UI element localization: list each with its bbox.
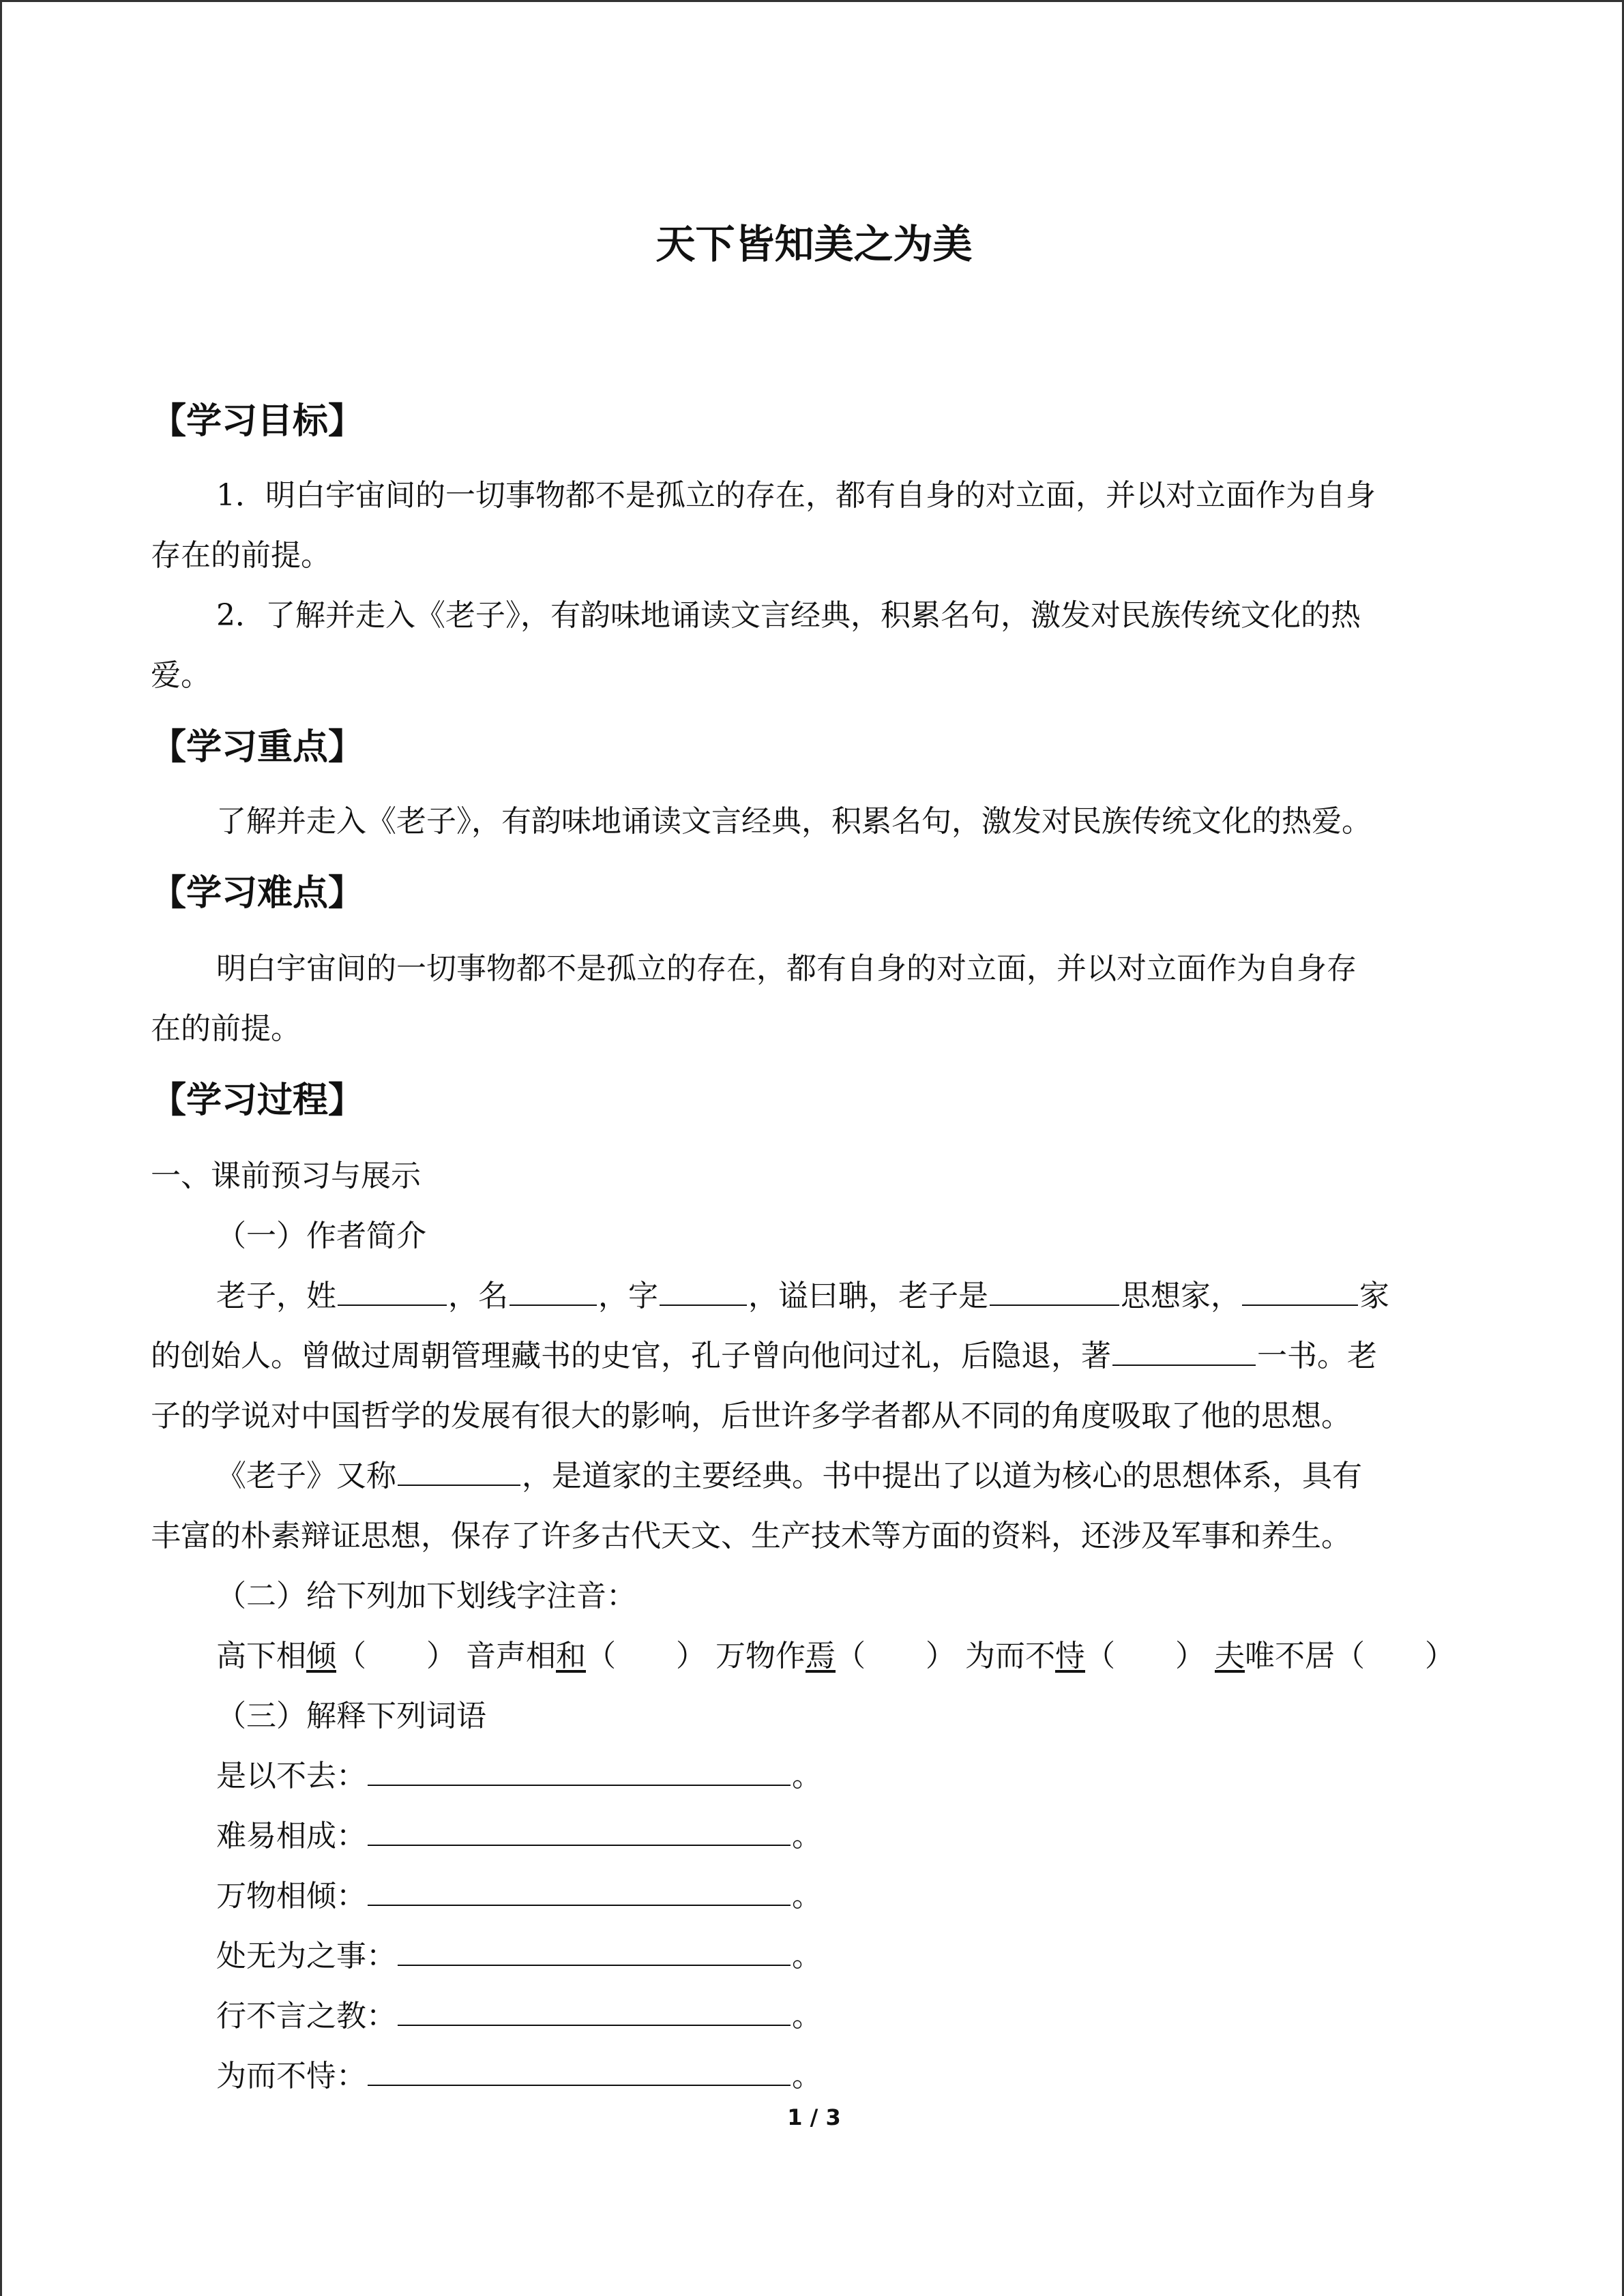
author-intro-line-5: 丰富的朴素辩证思想，保存了许多古代天文、生产技术等方面的资料，还涉及军事和养生。 <box>151 1519 1351 1553</box>
author-intro-line-3: 子的学说对中国哲学的发展有很大的影响，后世许多学者都从不同的角度吸取了他的思想。 <box>151 1399 1351 1433</box>
goal-1-line-1: 1．明白宇宙间的一切事物都不是孤立的存在，都有自身的对立面，并以对立面作为自身 <box>216 478 1376 513</box>
intro-text-f: 家 <box>1359 1279 1389 1313</box>
difficulty-line-1: 明白宇宙间的一切事物都不是孤立的存在，都有自身的对立面，并以对立面作为自身存 <box>216 951 1357 986</box>
term-label: 万物相倾： <box>216 1879 366 1913</box>
goal-1-line-2: 存在的前提。 <box>151 538 331 573</box>
term-row: 是以不去： 。 <box>216 1759 822 1793</box>
term-label: 为而不恃： <box>216 2059 366 2093</box>
process-heading: 【学习过程】 <box>151 1080 364 1121</box>
intro-text-g: 的创始人。曾做过周朝管理藏书的史官，孔子曾向他问过礼，后隐退，著 <box>151 1339 1111 1373</box>
school-blank[interactable] <box>1242 1304 1358 1306</box>
pinyin-item[interactable]: 为而不恃（ ） <box>965 1639 1205 1673</box>
term-label: 是以不去： <box>216 1759 366 1793</box>
difficulty-line-2: 在的前提。 <box>151 1011 301 1046</box>
focus-heading: 【学习重点】 <box>151 727 364 768</box>
intro-text-h: 一书。老 <box>1257 1339 1377 1373</box>
intro-text-d: ，谥曰聃，老子是 <box>748 1279 988 1313</box>
term-row: 行不言之教： 。 <box>216 1999 822 2033</box>
term-answer-blank[interactable] <box>368 1784 791 1786</box>
author-intro-heading: （一）作者简介 <box>216 1219 426 1253</box>
goals-heading: 【学习目标】 <box>151 401 364 442</box>
goal-2-line-1: 2．了解并走入《老子》，有韵味地诵读文言经典，积累名句，激发对民族传统文化的热 <box>216 598 1361 633</box>
term-answer-blank[interactable] <box>368 2084 791 2086</box>
terms-heading: （三）解释下列词语 <box>216 1699 486 1733</box>
part-1-heading: 一、课前预习与展示 <box>151 1159 421 1193</box>
focus-line-1: 了解并走入《老子》，有韵味地诵读文言经典，积累名句，激发对民族传统文化的热爱。 <box>216 804 1372 839</box>
surname-blank[interactable] <box>338 1304 447 1306</box>
term-answer-blank[interactable] <box>398 2024 791 2026</box>
pinyin-item[interactable]: 万物作焉（ ） <box>715 1639 956 1673</box>
pinyin-item[interactable]: 音声相和（ ） <box>466 1639 706 1673</box>
term-answer-blank[interactable] <box>398 1964 791 1966</box>
intro-text-j: 《老子》又称 <box>216 1459 396 1493</box>
alias-blank[interactable] <box>398 1484 520 1486</box>
term-row: 万物相倾： 。 <box>216 1879 822 1913</box>
term-label: 处无为之事： <box>216 1939 396 1973</box>
pinyin-item[interactable]: 高下相倾（ ） <box>216 1639 456 1673</box>
intro-text-e: 思想家， <box>1121 1279 1241 1313</box>
term-answer-blank[interactable] <box>368 1904 791 1906</box>
given-name-blank[interactable] <box>510 1304 597 1306</box>
term-label: 难易相成： <box>216 1819 366 1853</box>
book-blank[interactable] <box>1112 1364 1256 1366</box>
intro-text-b: ，名 <box>448 1279 508 1313</box>
pinyin-item[interactable]: 夫唯不居（ ） <box>1215 1639 1455 1673</box>
term-row: 为而不恃： 。 <box>216 2059 822 2093</box>
era-blank[interactable] <box>990 1304 1119 1306</box>
term-answer-blank[interactable] <box>368 1844 791 1846</box>
courtesy-name-blank[interactable] <box>660 1304 747 1306</box>
author-intro-line-4 <box>216 1455 1362 1498</box>
term-row: 处无为之事： 。 <box>216 1939 822 1973</box>
difficulty-heading: 【学习难点】 <box>151 873 364 914</box>
page-title: 天下皆知美之为美 <box>655 221 973 267</box>
author-intro-line-1 <box>216 1274 1389 1318</box>
page-number: 1 / 3 <box>787 2104 841 2130</box>
goal-2-line-2: 爱。 <box>151 658 211 693</box>
intro-text-a: 老子，姓 <box>216 1279 336 1313</box>
pinyin-row <box>216 1635 1455 1678</box>
intro-text-k: ，是道家的主要经典。书中提出了以道为核心的思想体系，具有 <box>522 1459 1362 1493</box>
author-intro-line-2 <box>151 1335 1377 1378</box>
term-label: 行不言之教： <box>216 1999 396 2033</box>
term-row: 难易相成： 。 <box>216 1819 822 1853</box>
intro-text-c: ，字 <box>598 1279 658 1313</box>
pinyin-heading: （二）给下列加下划线字注音： <box>216 1579 636 1613</box>
